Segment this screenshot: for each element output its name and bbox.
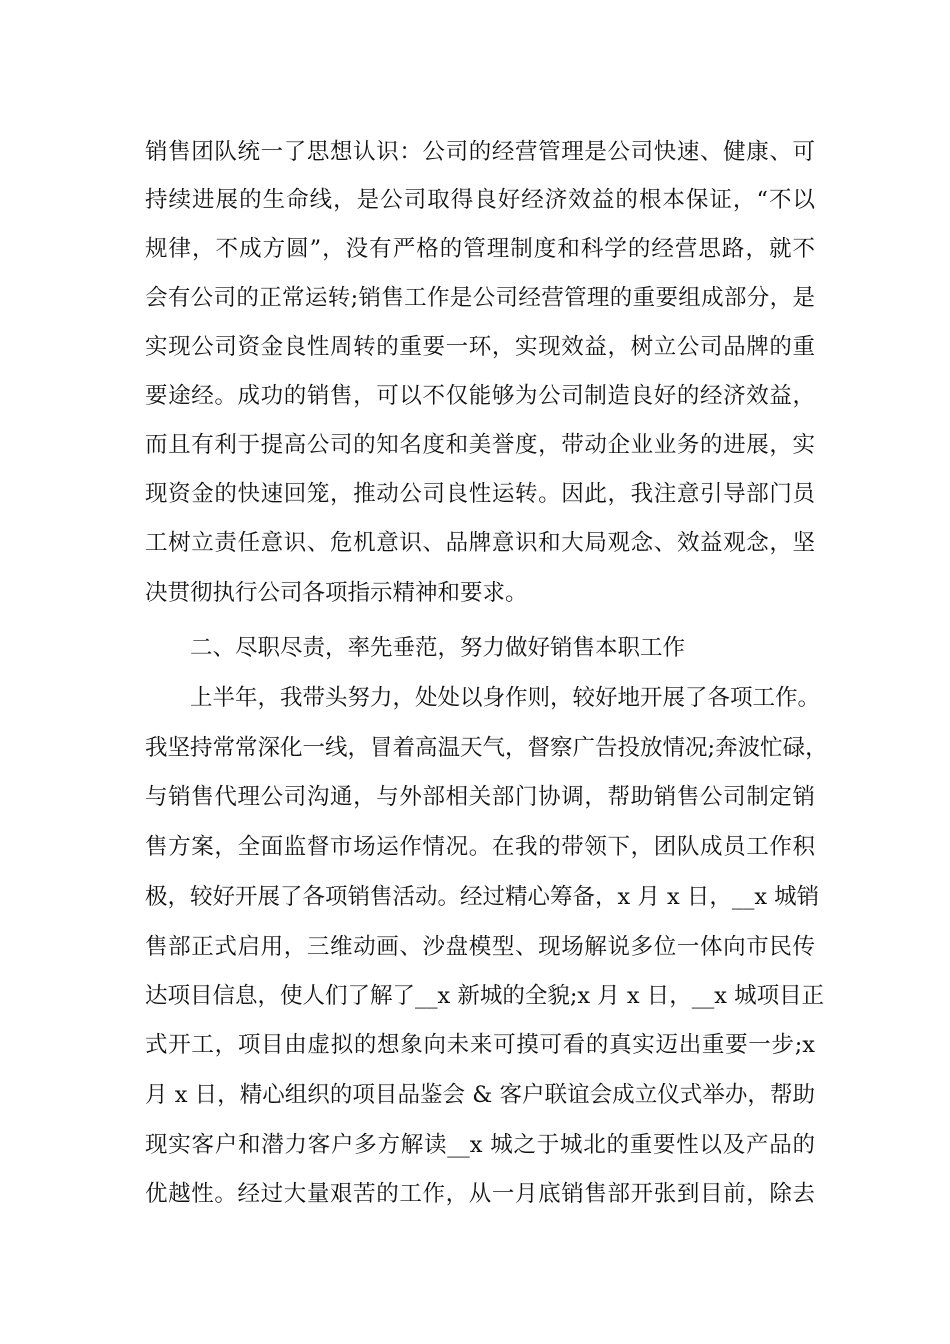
body-text-line: 规律，不成方圆”，没有严格的管理制度和科学的经营思路，就不 — [145, 236, 815, 262]
body-text-line: 会有公司的正常运转;销售工作是公司经营管理的重要组成部分，是 — [145, 285, 815, 311]
body-text-line: 现资金的快速回笼，推动公司良性运转。因此，我注意引导部门员 — [145, 481, 815, 507]
body-text-line: 现实客户和潜力客户多方解读__x 城之于城北的重要性以及产品的 — [145, 1132, 815, 1158]
section-heading: 二、尽职尽责，率先垂范，努力做好销售本职工作 — [190, 635, 686, 661]
body-text-line: 达项目信息，使人们了解了__x 新城的全貌;x 月 x 日，__x 城项目正 — [145, 983, 825, 1009]
body-text-line: 实现公司资金良性周转的重要一环，实现效益，树立公司品牌的重 — [145, 334, 815, 360]
body-text-line: 与销售代理公司沟通，与外部相关部门协调，帮助销售公司制定销 — [145, 784, 815, 810]
body-text-line: 决贯彻执行公司各项指示精神和要求。 — [145, 580, 528, 606]
body-text-line: 优越性。经过大量艰苦的工作，从一月底销售部开张到目前，除去 — [145, 1181, 815, 1207]
body-text-line: 极，较好开展了各项销售活动。经过精心筹备，x 月 x 日，__x 城销 — [145, 884, 820, 910]
body-text-line: 销售团队统一了思想认识：公司的经营管理是公司快速、健康、可 — [145, 139, 815, 165]
body-text-line: 我坚持常常深化一线，冒着高温天气，督察广告投放情况;奔波忙碌， — [145, 735, 828, 761]
body-text-line: 而且有利于提高公司的知名度和美誉度，带动企业业务的进展，实 — [145, 432, 815, 458]
body-text-line: 售方案，全面监督市场运作情况。在我的带领下，团队成员工作积 — [145, 834, 815, 860]
body-text-line: 工树立责任意识、危机意识、品牌意识和大局观念、效益观念，坚 — [145, 530, 815, 556]
body-text-line: 月 x 日，精心组织的项目品鉴会 & 客户联谊会成立仪式举办，帮助 — [145, 1082, 815, 1108]
body-text-line: 上半年，我带头努力，处处以身作则，较好地开展了各项工作。 — [190, 685, 821, 711]
body-text-line: 持续进展的生命线，是公司取得良好经济效益的根本保证，“不以 — [145, 187, 815, 213]
body-text-line: 要途经。成功的销售，可以不仅能够为公司制造良好的经济效益， — [145, 383, 815, 409]
body-text-line: 式开工，项目由虚拟的想象向未来可摸可看的真实迈出重要一步;x — [145, 1032, 815, 1058]
body-text-line: 售部正式启用，三维动画、沙盘模型、现场解说多位一体向市民传 — [145, 934, 815, 960]
